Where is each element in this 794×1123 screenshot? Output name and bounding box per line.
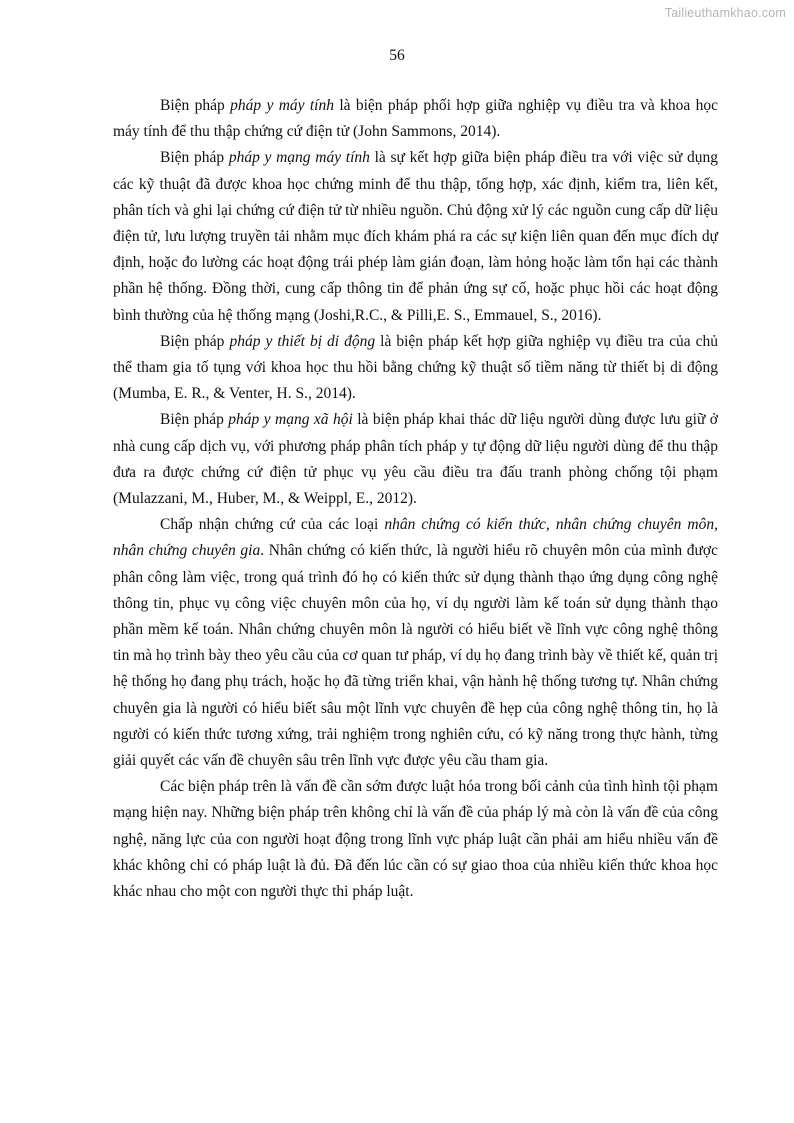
paragraph-forensic-social xyxy=(113,407,718,512)
paragraph-forensic-computer xyxy=(113,93,718,145)
paragraph-rest: là sự kết hợp giữa biện pháp điều tra với việc sử dụng các kỹ thuật đã được khoa học chứng minh để thu thập, tổng hợp, xác định, kiểm tra, liên kết, phân tích và ghi lại chứng cứ điện tử từ nhiều nguồn. Chủ động xử lý các nguồn cung cấp dữ liệu điện tử, lưu lượng truyền tải nhằm mục đích khám phá ra các sự kiện liên quan đến mục đích dự định, hoặc đo lường các hoạt động trái phép làm gián đoạn, làm hỏng hoặc làm tổn hại các thành phần hệ thống. Đồng thời, cung cấp thông tin để phản ứng sự cố, hoặc phục hồi các hoạt động bình thường của hệ thống mạng (Joshi,R.C., & Pilli,E. S., Emmauel, S., 2016). xyxy=(113,149,718,324)
paragraph-term: pháp y mạng xã hội xyxy=(228,411,353,429)
paragraph-lead: Biện pháp xyxy=(160,332,230,350)
paragraph-conclusion xyxy=(113,774,718,905)
paragraph-term: pháp y mạng máy tính xyxy=(228,149,370,167)
paragraph-lead: Chấp nhận chứng cứ của các loại xyxy=(160,516,385,534)
paragraph-term: pháp y thiết bị di động xyxy=(229,332,376,350)
paragraph-lead: Biện pháp xyxy=(160,411,229,429)
paragraph-forensic-network xyxy=(113,145,718,328)
paragraph-lead: Biện pháp xyxy=(160,97,231,114)
paragraph-lead: Biện pháp xyxy=(160,149,229,167)
paragraph-rest: là biện pháp khai thác dữ liệu người dùng được lưu giữ ở nhà cung cấp dịch vụ, với phương pháp phân tích pháp y tự động dữ liệu người dùng để thu thập đưa ra được chứng cứ điện tử phục vụ yêu cầu điều tra đấu tranh phòng chống tội phạm (Mulazzani, M., Huber, M., & Weippl, E., 2012). xyxy=(113,411,719,508)
paragraph-term: nhân chứng có kiến thức, nhân chứng chuyên môn, nhân chứng chuyên gia xyxy=(113,516,718,560)
page-number: 56 xyxy=(389,47,405,64)
paragraph-term: pháp y máy tính xyxy=(230,97,334,114)
paragraph-lead: Các biện pháp trên là vấn đề cần sớm được luật hóa trong bối cảnh của tình hình tội phạm mạng hiện nay. Những biện pháp trên không chỉ là vấn đề của pháp lý mà còn là vấn đề của công nghệ, năng lực của con người hoạt động trong lĩnh vực pháp luật cần phải am hiểu nhiều vấn đề khác không chỉ có pháp luật là đủ. Đã đến lúc cần có sự giao thoa của nhiều kiến thức khoa học khác nhau cho một con người thực thi pháp luật. xyxy=(113,778,718,901)
paragraph-witnesses xyxy=(113,512,718,774)
watermark: Tailieuthamkhao.com xyxy=(664,6,786,20)
paragraph-rest: . Nhân chứng có kiến thức, là người hiểu rõ chuyên môn của mình được phân công làm việc, trong quá trình đó họ có kiến thức sử dụng thành thạo ứng dụng công nghệ thông tin, phục vụ công việc chuyên môn của họ, ví dụ người làm kế toán sử dụng thành thạo phần mềm kế toán. Nhân chứng chuyên môn là người có hiểu biết về lĩnh vực công nghệ thông tin mà họ trình bày theo yêu cầu của cơ quan tư pháp, ví dụ họ đang trình bày về thiết kế, quản trị hệ thống họ đang phụ trách, hoặc họ đã từng triển khai, vận hành hệ thống tương tự. Nhân chứng chuyên gia là người có hiểu biết sâu một lĩnh vực chuyên đề hẹp của công nghệ thông tin, họ là người có kiến thức tương xứng, trải nghiệm trong nghiên cứu, có kỹ năng trong thực hành, từng giải quyết các vấn đề chuyên sâu trên lĩnh vực được yêu cầu tham gia. xyxy=(113,542,719,770)
paragraph-rest: là biện pháp kết hợp giữa nghiệp vụ điều tra của chủ thể tham gia tố tụng với khoa học thu hồi bằng chứng kỹ thuật số tiềm năng từ thiết bị di động (Mumba, E. R., & Venter, H. S., 2014). xyxy=(113,332,718,403)
paragraph-rest: là biện pháp phối hợp giữa nghiệp vụ điều tra và khoa học máy tính để thu thập chứng cứ điện tử (John Sammons, 2014). xyxy=(113,97,718,141)
document-body xyxy=(113,93,718,905)
paragraph-forensic-mobile xyxy=(113,329,718,408)
